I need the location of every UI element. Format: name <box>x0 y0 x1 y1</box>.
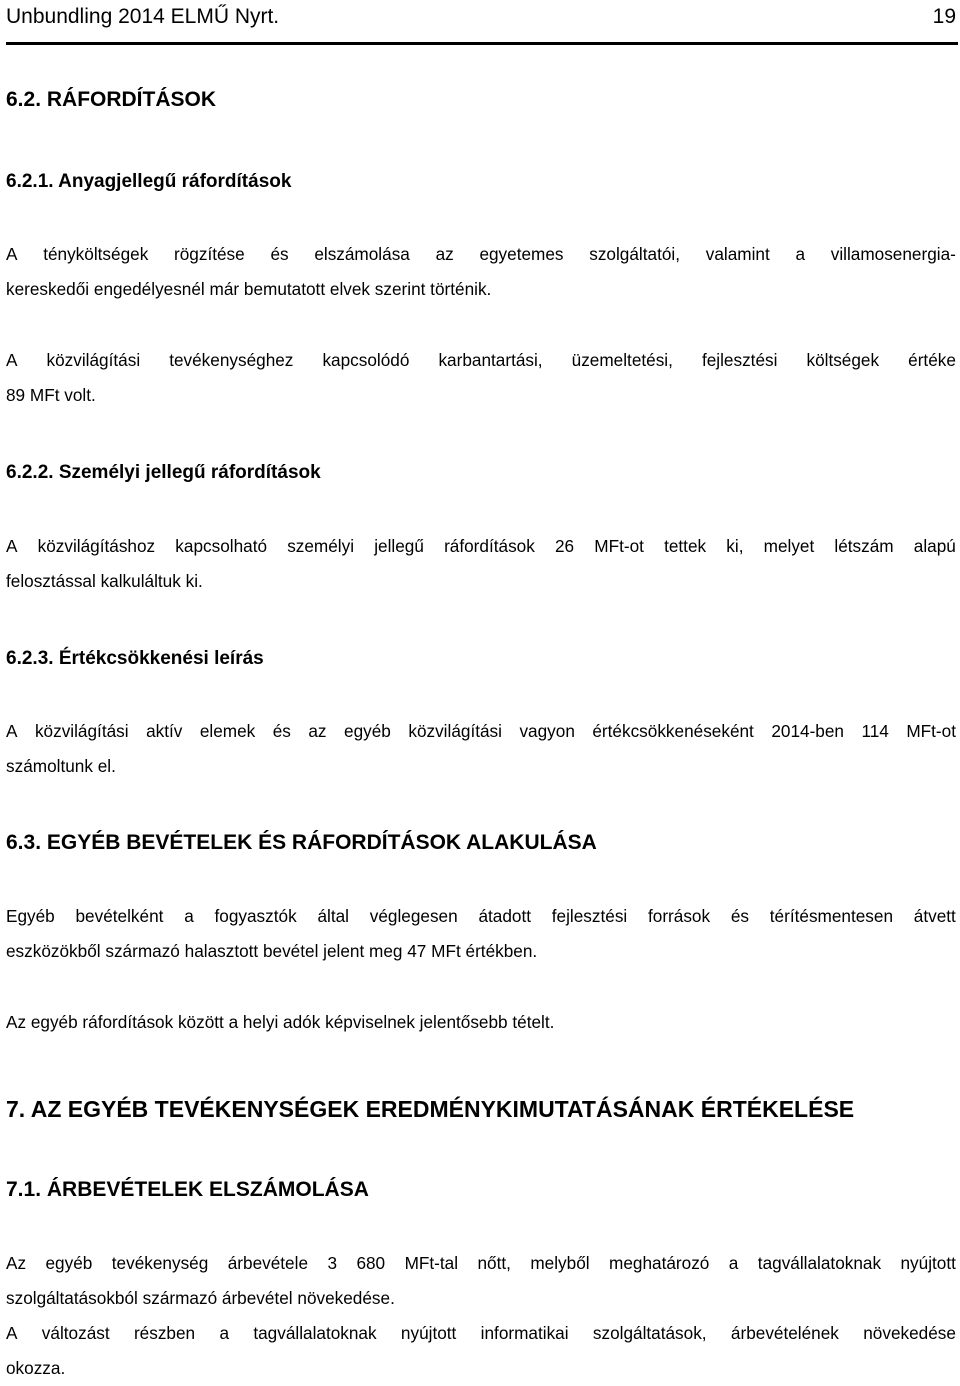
word: és <box>730 906 750 926</box>
word: egyetemes <box>479 244 564 264</box>
word: véglegesen <box>369 906 458 926</box>
paragraph-line <box>6 529 956 564</box>
word: aktív <box>146 721 183 741</box>
word: 114 <box>861 721 889 741</box>
paragraph-6-2-1-b <box>6 343 956 413</box>
word: A <box>6 536 18 556</box>
word: A <box>6 721 18 741</box>
word: üzemeltetési, <box>571 350 673 370</box>
word: nyújtott <box>400 1323 457 1343</box>
section-heading-6-2-2: 6.2.2. Személyi jellegű ráfordítások <box>6 462 321 483</box>
word: elszámolása <box>314 244 410 264</box>
paragraph-line: eszközökből származó halasztott bevétel jelent meg 47 MFt értékben. <box>6 941 538 961</box>
word: meghatározó <box>609 1253 710 1273</box>
paragraph-line: kereskedői engedélyesnél már bemutatott elvek szerint történik. <box>6 279 492 299</box>
word: és <box>270 244 289 264</box>
word: növekedése <box>863 1323 956 1343</box>
paragraph-6-3-b <box>6 1005 956 1040</box>
word: az <box>435 244 454 264</box>
word: személyi <box>287 536 355 556</box>
word: fogyasztók <box>214 906 297 926</box>
word: nőtt, <box>477 1253 511 1273</box>
word: részben <box>133 1323 196 1343</box>
word: és <box>272 721 291 741</box>
word: szolgáltatások, <box>592 1323 707 1343</box>
word: ráfordítások <box>444 536 535 556</box>
word: létszám <box>834 536 894 556</box>
word: informatikai <box>480 1323 569 1343</box>
word: MFt-ot <box>906 721 956 741</box>
word: változást <box>41 1323 110 1343</box>
word: alapú <box>913 536 956 556</box>
paragraph-line <box>6 899 956 934</box>
word: tényköltségek <box>43 244 149 264</box>
word: MFt-ot <box>594 536 644 556</box>
paragraph-line <box>6 1246 956 1281</box>
section-heading-7: 7. AZ EGYÉB TEVÉKENYSÉGEK EREDMÉNYKIMUTATÁSÁNAK ÉRTÉKELÉSE <box>6 1096 855 1122</box>
page-header <box>6 2 958 42</box>
paragraph-6-2-3 <box>6 714 956 784</box>
word: A <box>6 350 18 370</box>
paragraph-7-1-a <box>6 1246 956 1316</box>
word: bevételként <box>75 906 164 926</box>
word: árbevétele <box>227 1253 308 1273</box>
section-heading-6-2-3: 6.2.3. Értékcsökkenési leírás <box>6 648 264 669</box>
word: értéke <box>908 350 956 370</box>
paragraph-line: számoltunk el. <box>6 756 116 776</box>
word: 3 <box>327 1253 337 1273</box>
word: 680 <box>356 1253 386 1273</box>
word: Az <box>6 1253 27 1273</box>
word: egyéb <box>344 721 391 741</box>
word: az <box>308 721 327 741</box>
word: A <box>6 1323 18 1343</box>
section-heading-7-1: 7.1. ÁRBEVÉTELEK ELSZÁMOLÁSA <box>6 1178 369 1201</box>
section-heading-6-3: 6.3. EGYÉB BEVÉTELEK ÉS RÁFORDÍTÁSOK ALAKULÁSA <box>6 831 597 854</box>
word: fejlesztési <box>551 906 628 926</box>
paragraph-6-3-a <box>6 899 956 969</box>
word: Egyéb <box>6 906 55 926</box>
word: elemek <box>199 721 256 741</box>
word: vagyon <box>519 721 575 741</box>
paragraph-line <box>6 237 956 272</box>
word: villamosenergia- <box>830 244 956 264</box>
paragraph-line: 89 MFt volt. <box>6 385 96 405</box>
word: melyből <box>530 1253 590 1273</box>
word: költségek <box>806 350 880 370</box>
paragraph-line <box>6 1316 956 1351</box>
word: kapcsolódó <box>322 350 410 370</box>
word: kapcsolható <box>175 536 268 556</box>
word: tettek <box>664 536 707 556</box>
word: tagvállalatoknak <box>757 1253 882 1273</box>
paragraph-line <box>6 343 956 378</box>
page-number: 19 <box>932 5 956 28</box>
section-heading-6-2: 6.2. RÁFORDÍTÁSOK <box>6 88 217 111</box>
word: átadott <box>478 906 531 926</box>
paragraph-6-2-1-a <box>6 237 956 307</box>
word: a <box>728 1253 739 1273</box>
word: tevékenységhez <box>169 350 294 370</box>
word: tevékenység <box>111 1253 209 1273</box>
header-rule <box>6 42 958 45</box>
word: közvilágítási <box>408 721 502 741</box>
paragraph-line: Az egyéb ráfordítások között a helyi adók képviselnek jelentősebb tételt. <box>6 1012 555 1032</box>
word: szolgáltatói, <box>589 244 680 264</box>
word: közvilágításhoz <box>37 536 156 556</box>
word: rögzítése <box>174 244 245 264</box>
word: valamint <box>705 244 770 264</box>
word: tagvállalatoknak <box>253 1323 377 1343</box>
paragraph-line: felosztással kalkuláltuk ki. <box>6 571 203 591</box>
word: értékcsökkenéseként <box>592 721 754 741</box>
word: térítésmentesen <box>769 906 894 926</box>
section-heading-6-2-1: 6.2.1. Anyagjellegű ráfordítások <box>6 171 292 192</box>
word: közvilágítási <box>34 721 129 741</box>
paragraph-6-2-2 <box>6 529 956 599</box>
word: nyújtott <box>900 1253 956 1273</box>
word: A <box>6 244 18 264</box>
paragraph-line <box>6 714 956 749</box>
word: karbantartási, <box>438 350 543 370</box>
paragraph-line: okozza. <box>6 1358 66 1378</box>
word: jellegű <box>374 536 424 556</box>
word: melyet <box>763 536 815 556</box>
paragraph-line: szolgáltatásokból származó árbevétel növekedése. <box>6 1288 395 1308</box>
paragraph-7-1-b <box>6 1316 956 1386</box>
word: közvilágítási <box>46 350 141 370</box>
header-title: Unbundling 2014 ELMŰ Nyrt. <box>6 5 280 28</box>
word: ki, <box>726 536 744 556</box>
word: 26 <box>554 536 575 556</box>
word: a <box>184 906 194 926</box>
word: egyéb <box>45 1253 93 1273</box>
word: a <box>795 244 805 264</box>
word: 2014-ben <box>771 721 844 741</box>
word: a <box>219 1323 229 1343</box>
word: árbevételének <box>730 1323 839 1343</box>
word: által <box>317 906 349 926</box>
word: átvett <box>913 906 956 926</box>
word: MFt-tal <box>404 1253 459 1273</box>
word: fejlesztési <box>701 350 778 370</box>
word: források <box>648 906 711 926</box>
